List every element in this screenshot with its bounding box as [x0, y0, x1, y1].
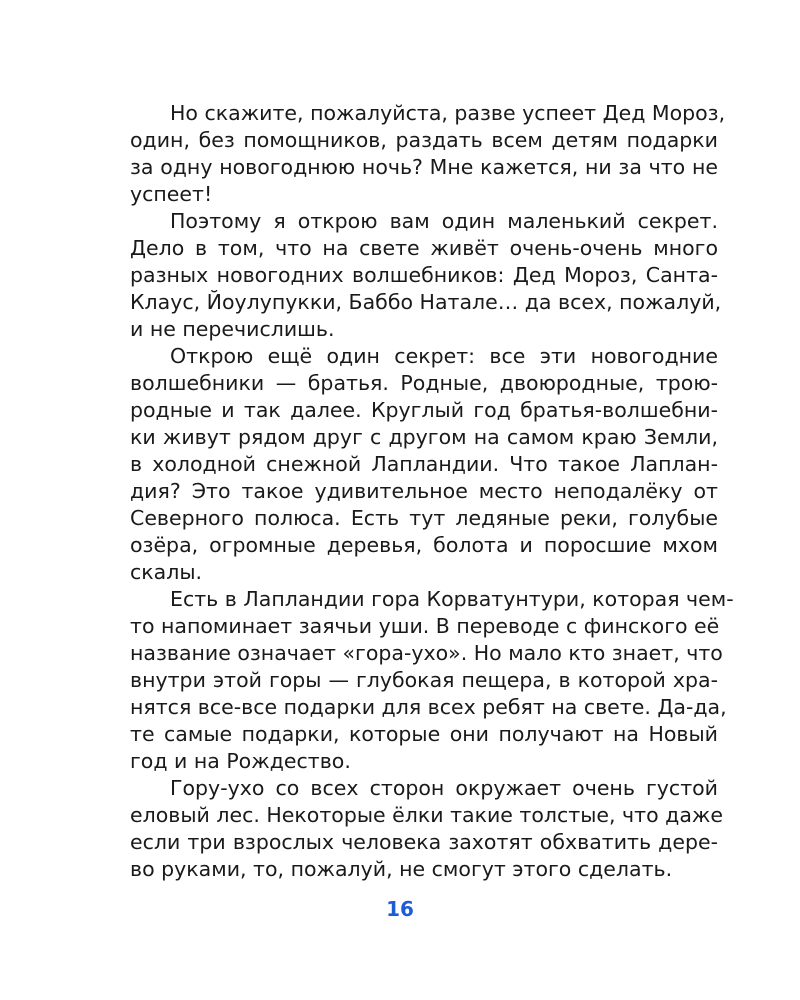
text-line: дия? Это такое удивительное место неподалёку от	[130, 479, 718, 503]
text-line: скалы.	[130, 560, 203, 584]
text-line: те самые подарки, которые они получают на Новый	[130, 722, 718, 746]
text-line: за одну новогоднюю ночь? Мне кажется, ни за что не	[130, 155, 718, 179]
text-line: то напоминает заячьи уши. В переводе с финского её	[130, 614, 720, 638]
text-line: еловый лес. Некоторые ёлки такие толстые, что даже	[130, 803, 723, 827]
text-line: в холодной снежной Лапландии. Что такое Лаплан-	[130, 452, 718, 476]
text-line: успеет!	[130, 182, 213, 206]
paragraph	[130, 208, 722, 343]
text-line: Есть в Лапландии гора Корватунтури, которая чем-	[170, 587, 734, 611]
text-line: Открою ещё один секрет: все эти новогодние	[170, 344, 718, 368]
paragraph	[130, 100, 726, 208]
text-line: нятся все-все подарки для всех ребят на свете. Да-да,	[130, 695, 727, 719]
text-line: год и на Рождество.	[130, 749, 351, 773]
paragraph	[130, 343, 718, 586]
text-line: волшебники — братья. Родные, двоюродные, трою-	[130, 371, 718, 395]
page-number: 16	[386, 897, 414, 921]
text-line: один, без помощников, раздать всем детям подарки	[130, 128, 718, 152]
text-line: Поэтому я открою вам один маленький секрет.	[170, 209, 718, 233]
text-line: внутри этой горы — глубокая пещера, в которой хра-	[130, 668, 718, 692]
text-line: Гору-ухо со всех сторон окружает очень густой	[170, 776, 718, 800]
paragraph	[130, 775, 723, 883]
text-line: если три взрослых человека захотят обхватить дере-	[130, 830, 718, 854]
text-line: Клаус, Йоулупукки, Баббо Натале… да всех, пожалуй,	[130, 290, 722, 314]
text-line: родные и так далее. Круглый год братья-волшебни-	[130, 398, 718, 422]
text-line: Дело в том, что на свете живёт очень-очень много	[130, 236, 718, 260]
body-text	[130, 100, 734, 883]
paragraph	[130, 586, 734, 775]
text-line: во руками, то, пожалуй, не смогут этого сделать.	[130, 857, 673, 881]
text-line: ки живут рядом друг с другом на самом краю Земли,	[130, 425, 718, 449]
text-line: и не перечислишь.	[130, 317, 335, 341]
text-line: озёра, огромные деревья, болота и поросшие мхом	[130, 533, 718, 557]
text-line: Северного полюса. Есть тут ледяные реки, голубые	[130, 506, 718, 530]
text-line: название означает «гора-ухо». Но мало кто знает, что	[130, 641, 723, 665]
text-line: разных новогодних волшебников: Дед Мороз, Санта-	[130, 263, 718, 287]
text-line: Но скажите, пожалуйста, разве успеет Дед Мороз,	[170, 101, 726, 125]
